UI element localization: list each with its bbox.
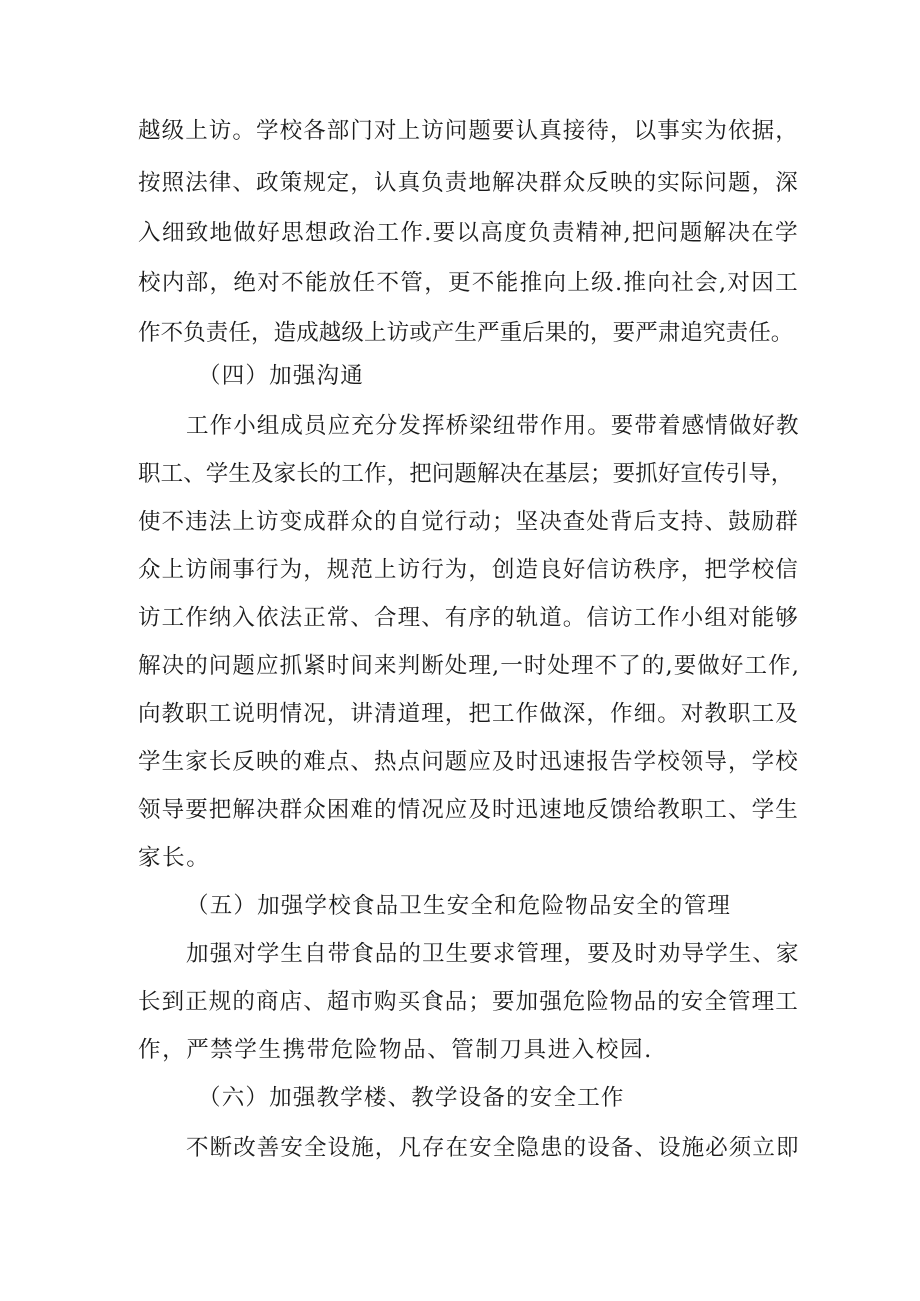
text-line: 使不违法上访变成群众的自觉行动；坚决查处背后支持、鼓励群 <box>138 509 799 535</box>
text-line: 访工作纳入依法正常、合理、有序的轨道。信访工作小组对能够 <box>138 605 799 631</box>
text-line: 向教职工说明情况，讲清道理，把工作做深，作细。对教职工及 <box>138 701 799 727</box>
text-line: 入细致地做好思想政治工作.要以高度负责精神,把问题解决在学 <box>138 220 799 246</box>
section-heading: （六）加强教学楼、教学设备的安全工作 <box>198 1085 625 1111</box>
text-line: 领导要把解决群众困难的情况应及时迅速地反馈给教职工、学生 <box>138 797 799 823</box>
text-line: 加强对学生自带食品的卫生要求管理，要及时劝导学生、家 <box>186 941 800 967</box>
text-line: 长到正规的商店、超市购买食品；要加强危险物品的安全管理工 <box>138 989 799 1015</box>
section-heading: （四）加强沟通 <box>198 363 364 389</box>
text-line: 众上访闹事行为，规范上访行为，创造良好信访秩序，把学校信 <box>138 557 799 583</box>
text-line: 职工、学生及家长的工作，把问题解决在基层；要抓好宣传引导， <box>138 461 794 487</box>
text-line: 不断改善安全设施，凡存在安全隐患的设备、设施必须立即 <box>186 1135 800 1161</box>
text-line: 作不负责任，造成越级上访或产生严重后果的，要严肃追究责任。 <box>138 320 794 346</box>
text-line: 工作小组成员应充分发挥桥梁纽带作用。要带着感情做好教 <box>186 413 800 439</box>
text-line: 校内部，绝对不能放任不管，更不能推向上级.推向社会,对因工 <box>138 270 799 296</box>
text-line: 学生家长反映的难点、热点问题应及时迅速报告学校领导，学校 <box>138 749 799 775</box>
text-line: 解决的问题应抓紧时间来判断处理,一时处理不了的,要做好工作, <box>138 653 800 679</box>
section-heading: （五）加强学校食品卫生安全和危险物品安全的管理 <box>186 893 732 919</box>
text-line: 家长。 <box>138 845 211 871</box>
text-line: 越级上访。学校各部门对上访问题要认真接待，以事实为依据， <box>138 118 799 144</box>
text-line: 按照法律、政策规定，认真负责地解决群众反映的实际问题，深 <box>138 170 799 196</box>
text-line: 作，严禁学生携带危险物品、管制刀具进入校园. <box>138 1037 653 1063</box>
